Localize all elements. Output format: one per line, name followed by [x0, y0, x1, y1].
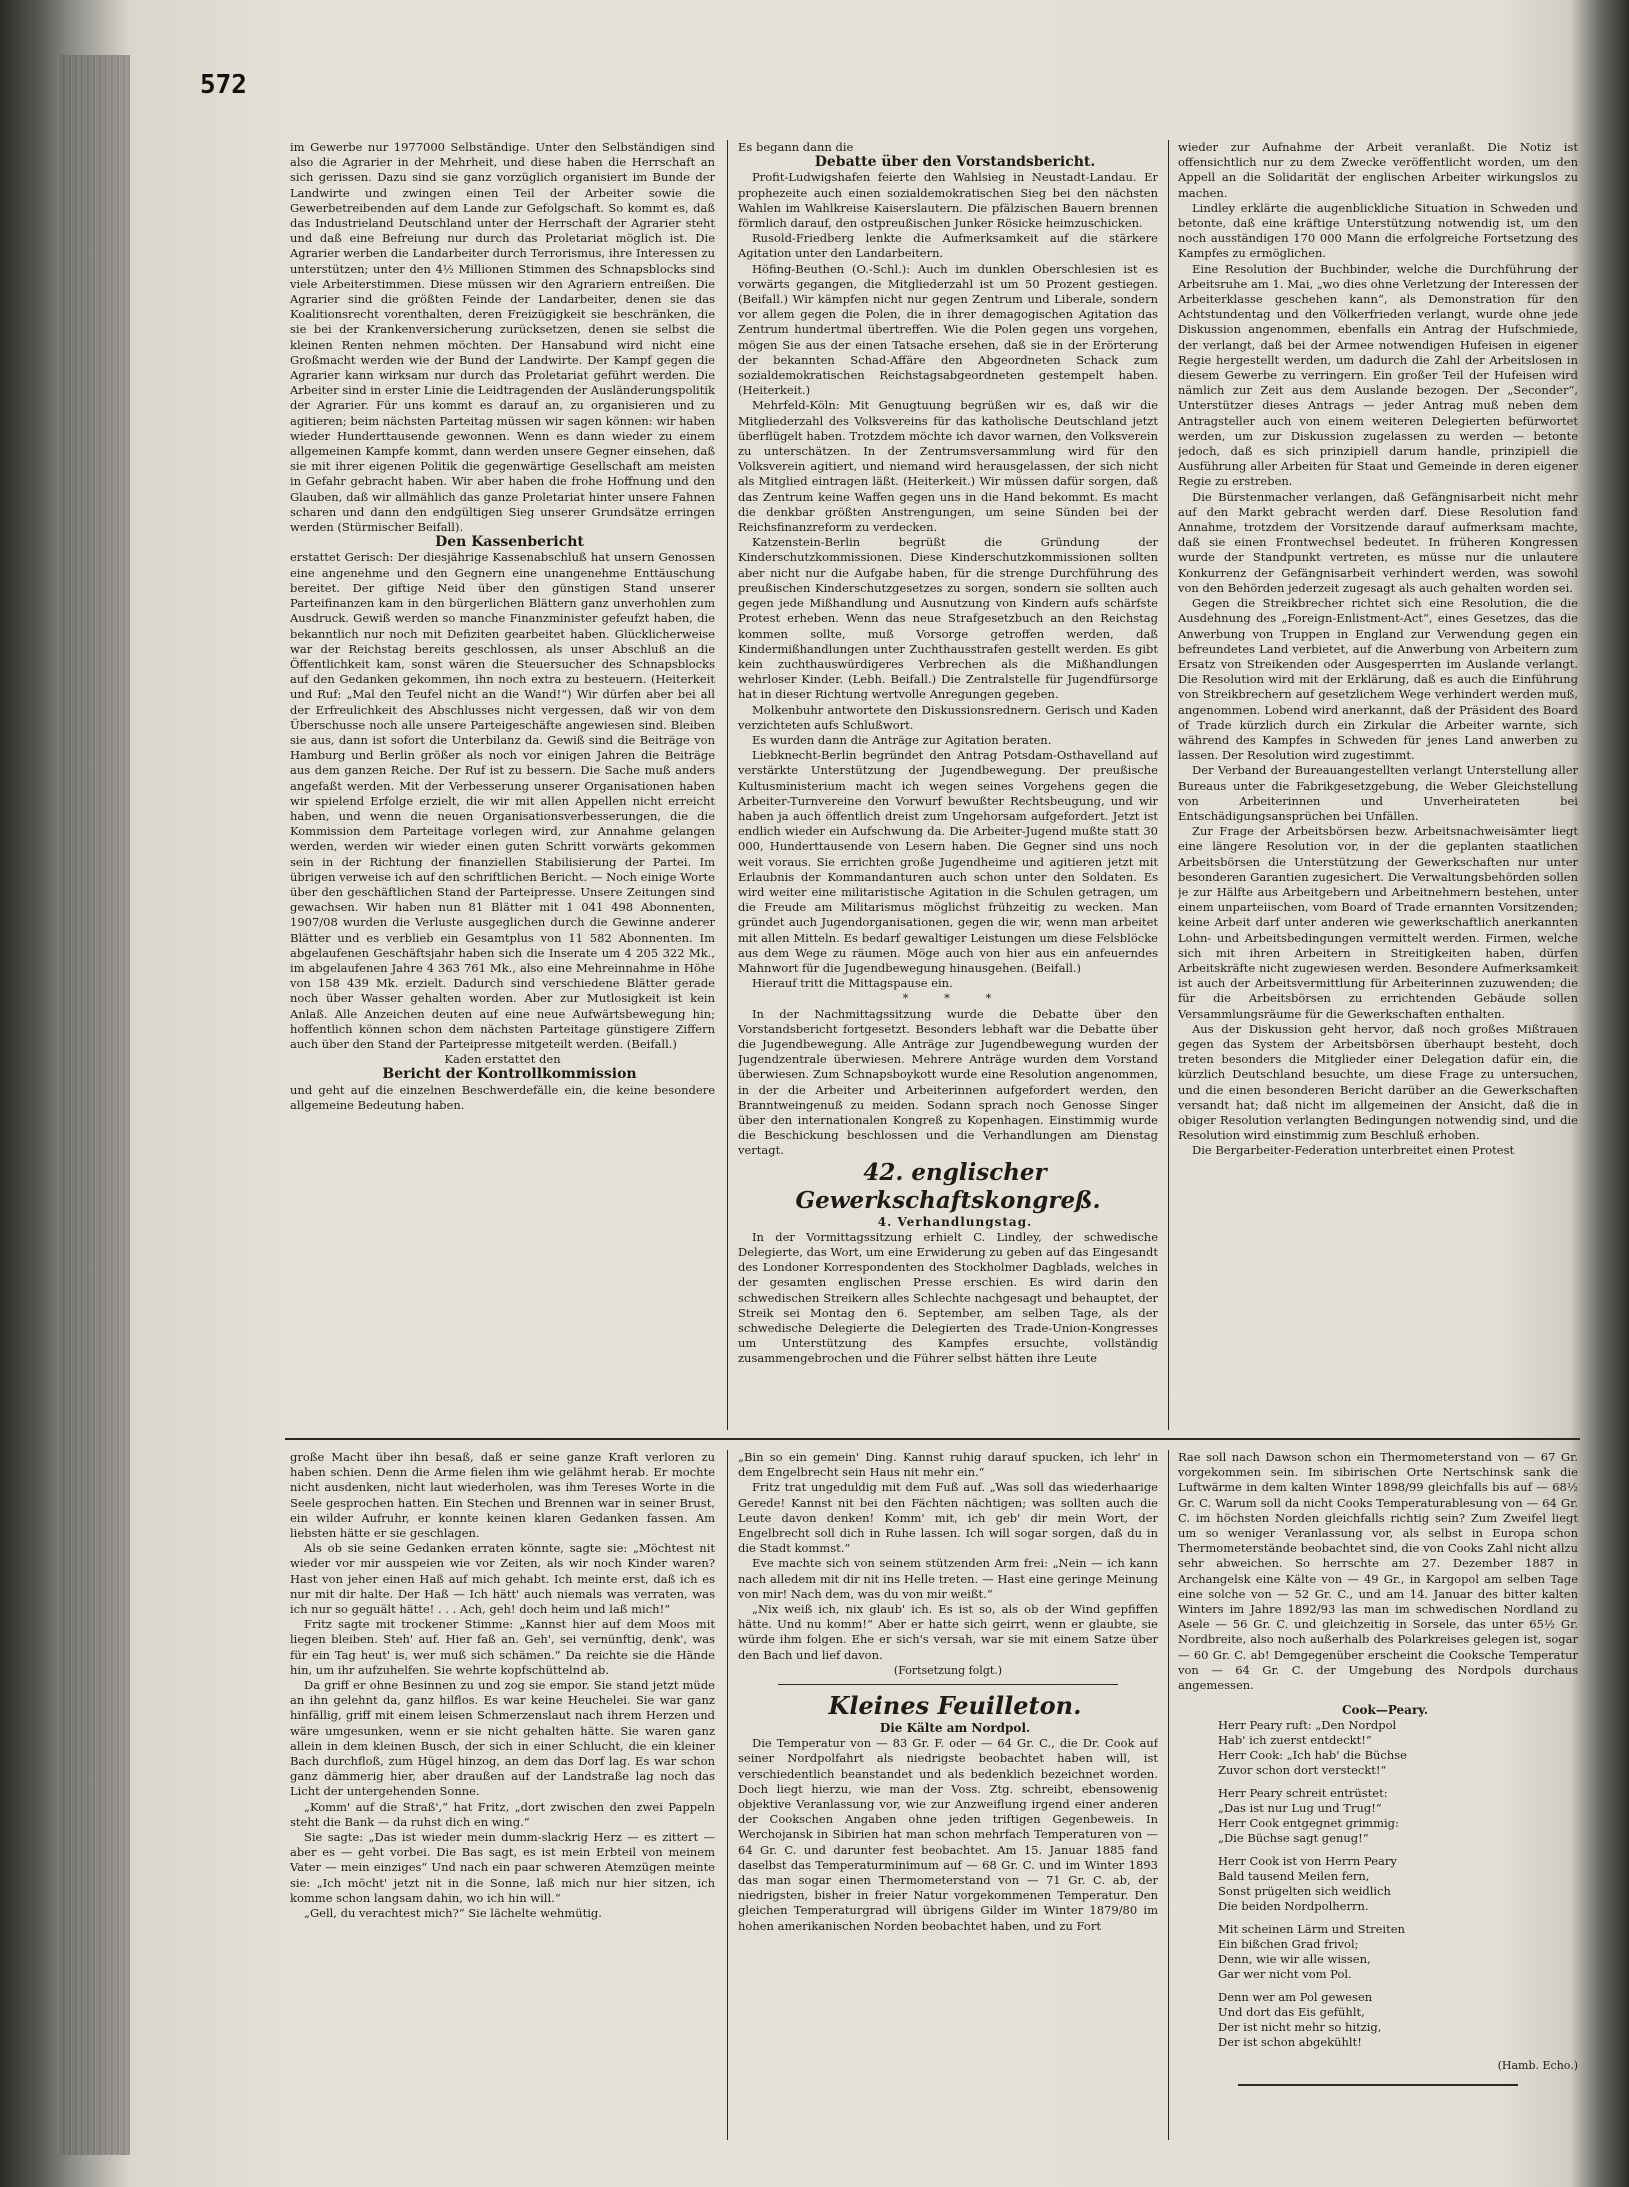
novel-column-2 [738, 1450, 1158, 2140]
column-divider [1168, 1450, 1169, 2140]
paragraph: Die Temperatur von — 83 Gr. F. oder — 64 Gr. C., die Dr. Cook auf seiner Nordpolfahrt als niedrigste beobachtet haben will, ist verschiedentlich beanstandet und als bedenklich bezeichnet worden. Doch liegt hierzu, wie man der Voss. Ztg. schreibt, ebensowenig objektive Veranlassung vor, wie zur Anzweiflung irgend einer anderen der Cookschen Angaben ohne jeden triftigen Gegenbeweis. In Werchojansk in Sibirien hat man schon mehrfach Temperaturen von — 64 Gr. C. und darunter fest beobachtet. Am 15. Januar 1885 fand daselbst das Temperaturminimum auf — 68 Gr. C. und im Winter 1893 das man sogar einen Thermometerstand von — 71 Gr. C. ab, der niedrigsten, bisher in freier Natur vorgekommenen Temperatur. Den gleichen Temperaturgrad will übrigens Gilder im Winter 1879/80 im hohen amerikanischen Norden beobachtet haben, und zu Fort [738, 1736, 1158, 1933]
article-heading: 42. englischer Gewerkschaftskongreß. [795, 1158, 1101, 1214]
poem-line: Der ist nicht mehr so hitzig, [1218, 2020, 1382, 2035]
section-separator: * * * [902, 991, 1008, 1006]
poem-line: Herr Peary schreit entrüstet: [1218, 1786, 1388, 1801]
novel-column-1 [290, 1450, 715, 2140]
paragraph: „Komm' auf die Straß',“ hat Fritz, „dort zwischen den zwei Pappeln steht die Bank — da ruhst dich en wing.“ [290, 1799, 715, 1829]
poem-line: Ein bißchen Grad frivol; [1218, 1937, 1359, 1952]
paragraph: Höfing-Beuthen (O.-Schl.): Auch im dunklen Oberschlesien ist es vorwärts gegangen, die Mitgliederzahl ist um 50 Prozent gestiegen. (Beifall.) Wir kämpfen nicht nur gegen Zentrum und Liberale, sondern vor allem gegen die Polen, die in ihrer demagogischen Agitation das Zentrum hundertmal übertreffen. Wie die Polen gegen uns vorgehen, mögen Sie aus der einen Tatsache ersehen, daß sie in der Erörterung der bekannten Schad-Affäre den Abgeordneten Schack zum sozialdemokratischen Reichstagsabgeordneten gestempelt haben. (Heiterkeit.) [738, 261, 1158, 398]
paragraph: Lindley erklärte die augenblickliche Situation in Schweden und betonte, daß eine kräftige Unterstützung notwendig ist, um den noch ausständigen 170 000 Mann die erfolgreiche Fortsetzung des Kampfes zu ermöglichen. [1178, 200, 1578, 261]
paragraph: Rae soll nach Dawson schon ein Thermometerstand von — 67 Gr. vorgekommen sein. Im sibirischen Orte Nertschinsk sank die Luftwärme in dem kalten Winter 1898/99 gleichfalls bis auf — 68½ Gr. C. Warum soll da nicht Cooks Temperaturablesung von — 64 Gr. C. im höchsten Norden gleichfalls richtig sein? Zum Zweifel liegt um so weniger Veranlassung vor, als selbst in Europa schon Thermometerstände beobachtet sind, die von Cooks Zahl nicht allzu sehr abweichen. So herrschte am 27. Dezember 1887 in Archangelsk eine Kälte von — 49 Gr., in Kargopol am selben Tage eine solche von — 52 Gr. C., und am 14. Januar des bitter kalten Winters im Jahre 1892/93 las man im schwedischen Nordland zu Asele — 56 Gr. C. und gleichzeitig in Sorsele, das unter 65½ Gr. Nordbreite, also noch außerhalb des Polarkreises gelegen ist, sogar — 60 Gr. C. ab! Demgegenüber erscheint die Cooksche Temperatur von — 64 Gr. C. der Umgebung des Nordpols durchaus angemessen. [1178, 1450, 1578, 1693]
page-number: 572 [200, 70, 247, 100]
separator-rule [778, 1684, 1118, 1685]
poem-stanza [1218, 1854, 1578, 1914]
column-divider [727, 1450, 728, 2140]
poem-stanza [1218, 1718, 1578, 1778]
section-heading: Den Kassenbericht [435, 534, 584, 551]
feuilleton-column-3 [1178, 1450, 1578, 2140]
continued-note: (Fortsetzung folgt.) [893, 1663, 1003, 1677]
paragraph: Die Bürstenmacher verlangen, daß Gefängnisarbeit nicht mehr auf den Markt gebracht werden darf. Diese Resolution fand Annahme, trotzdem der Vorsitzende darauf aufmerksam machte, daß sie einen Frontwechsel bedeutet. In früheren Kongressen wurde der Standpunkt vertreten, es müsse nur die unlautere Konkurrenz der Gefängnisarbeit verhindert werden, was sowohl von den Behörden jederzeit zugesagt als auch gehalten worden sei. [1178, 489, 1578, 595]
article-subheading: 4. Verhandlungstag. [877, 1214, 1033, 1229]
poem-line: Der ist schon abgekühlt! [1218, 2035, 1362, 2050]
paragraph: Mehrfeld-Köln: Mit Genugtuung begrüßen wir es, daß wir die Mitgliederzahl des Volksvereins für das katholische Deutschland jetzt überflügelt haben. Trotzdem möchte ich davor warnen, den Volksverein zu unterschätzen. In der Zentrumsversammlung wird für den Volksverein agitiert, und niemand wird herausgelassen, der sich nicht als Mitglied eintragen läßt. (Heiterkeit.) Wir müssen dafür sorgen, daß das Zentrum keine Waffen gegen uns in die Hand bekommt. Es macht die denkbar größten Anstrengungen, um seine Sünden bei der Reichsfinanzreform zu verdecken. [738, 398, 1158, 535]
paragraph: Molkenbuhr antwortete den Diskussionsrednern. Gerisch und Kaden verzichteten aufs Schlußwort. [738, 702, 1158, 732]
paragraph: Profit-Ludwigshafen feierte den Wahlsieg in Neustadt-Landau. Er prophezeite auch einen sozialdemokratischen Sieg bei den nächsten Wahlen im Wahlkreise Kaiserslautern. Die pfälzischen Bauern brennen förmlich darauf, den ostpreußischen Junker Rösicke heimzuschicken. [738, 170, 1158, 231]
poem-title: Cook—Peary. [1341, 1703, 1429, 1718]
poem-line: Herr Cook ist von Herrn Peary [1218, 1854, 1397, 1869]
feuilleton-divider [285, 1438, 1580, 1440]
poem-line: Und dort das Eis gefühlt, [1218, 2005, 1365, 2020]
paragraph: Es begann dann die [738, 140, 854, 154]
book-binding [60, 55, 130, 2155]
poem-line: Denn wer am Pol gewesen [1218, 1990, 1373, 2005]
paragraph: Fritz trat ungeduldig mit dem Fuß auf. „Was soll das wiederhaarige Gerede! Kannst nit bei den Fächten nächtigen; was sollten auch die Leute davon denken! Komm' mit, ich geb' dir mein Wort, der Engelbrecht soll dich in Ruhe lassen. Ich will sogar sorgen, daß du in die Stadt kommst.“ [738, 1480, 1158, 1556]
poem-stanza [1218, 1786, 1578, 1846]
poem-line: Bald tausend Meilen fern, [1218, 1869, 1370, 1884]
paragraph: Hierauf tritt die Mittagspause ein. [752, 976, 953, 991]
poem-line: Zuvor schon dort versteckt!“ [1218, 1763, 1387, 1778]
section-heading: Debatte über den Vorstandsbericht. [814, 154, 1096, 171]
poem-line: Denn, wie wir alle wissen, [1218, 1952, 1371, 1967]
poem-line: Gar wer nicht vom Pol. [1218, 1967, 1352, 1982]
paragraph: Da griff er ohne Besinnen zu und zog sie empor. Sie stand jetzt müde an ihn gelehnt da, ganz hilflos. Es war keine Heuchelei. Sie war ganz hinfällig, griff mit einem leisen Schmerzenslaut nach ihrem Herzen und wäre umgesunken, wenn er sie nicht gehalten hätte. Sie waren ganz allein in dem kleinen Busch, der sich in einer Schlucht, die ein kleiner Bach durchfloß, zum Hügel hinzog, an dem das Dorf lag. Es war schon ganz dämmerig hier, aber draußen auf der Landstraße lag noch das Licht der untergehenden Sonne. [290, 1678, 715, 1799]
paragraph: Fritz sagte mit trockener Stimme: „Kannst hier auf dem Moos mit liegen bleiben. Steh' auf. Hier faß an. Geh', sei vernünftig, denk', was für ein Tag heut' is, wer muß sich schämen.“ Da reichte sie die Hände hin, um ihr aufzuhelfen. Sie wehrte kopfschüttelnd ab. [290, 1617, 715, 1677]
paragraph: Eve machte sich von seinem stützenden Arm frei: „Nein — ich kann nach alledem mit dir nit ins Helle treten. — Hast eine geringe Meinung von mir! Nach dem, was du von mir weißt.“ [738, 1556, 1158, 1601]
poem-line: „Die Büchse sagt genug!“ [1218, 1831, 1369, 1846]
paragraph: Die Bergarbeiter-Federation unterbreitet einen Protest [1192, 1143, 1515, 1158]
poem-line: „Das ist nur Lug und Trug!“ [1218, 1801, 1382, 1816]
end-rule [1238, 2084, 1518, 2086]
paragraph: Als ob sie seine Gedanken erraten könnte, sagte sie: „Möchtest nit wieder vor mir ausspeien wie vor Zeiten, als wir noch Kinder waren? Hast von jeher einen Haß auf mich gehabt. Ich meinte erst, daß ich es nur mit dir halte. Der Haß — Ich hätt' auch niemals was verraten, was ich nur so geguält hätte! . . . Ach, geh! doch heim und laß mich!“ [290, 1541, 715, 1617]
paragraph: Kaden erstattet den [444, 1052, 561, 1067]
feuilleton-subheading: Die Kälte am Nordpol. [879, 1721, 1031, 1736]
paragraph: Gegen die Streikbrecher richtet sich eine Resolution, die die Ausdehnung des „Foreign-Enlistment-Act“, eines Gesetzes, das die Anwerbung von Truppen in England zur Verwendung gegen ein befreundetes Land verbietet, auf die Anwerbung von Arbeitern zum Ersatz von Streikenden oder Ausgesperrten im Auslande verlangt. Die Resolution wird mit der Erklärung, daß es auch die Einführung von Streikbrechern auf gesetzlichem Wege verhindert werden muß, angenommen. Lobend wird anerkannt, daß der Präsident des Board of Trade kürzlich durch ein Zirkular die Arbeiter warnte, sich während des Kampfes in Schweden für jenes Land anwerben zu lassen. Der Resolution wird zugestimmt. [1178, 596, 1578, 763]
paragraph: Zur Frage der Arbeitsbörsen bezw. Arbeitsnachweisämter liegt eine längere Resolution vor, in der die geplanten staatlichen Arbeitsbörsen die Unterstützung der Gewerkschaften nur unter besonderen Garantien zugesichert. Die Verwaltungsbehörden sollen je zur Hälfte aus Arbeitgebern und Arbeitnehmern bestehen, unter einem unparteiischen, vom Board of Trade ernannten Vorsitzenden; keine Arbeit darf unter anderen wie gewerkschaftlich anerkannten Lohn- und Arbeitsbedingungen vermittelt werden. Firmen, welche sich mit ihren Arbeitern in Streitigkeiten haben, dürfen Arbeitskräfte nicht zugewiesen werden. Besondere Aufmerksamkeit ist auch der Arbeitsvermittlung für Arbeiterinnen zuzuwenden; die für die Arbeitsbörsen zu errichtenden Gebäude sollen Versammlungsräume für die Gewerkschaften enthalten. [1178, 824, 1578, 1021]
newspaper-page [200, 60, 1580, 2150]
paragraph: Liebknecht-Berlin begründet den Antrag Potsdam-Osthavelland auf verstärkte Unterstützung der Jugendbewegung. Der preußische Kultusministerium macht ich wegen seines Vorgehens gegen die Arbeiter-Turnvereine den Vorwurf bewußter Rechtsbeugung, und wir haben ja auch öffentlich dreist zum Ungehorsam aufgefordert. Jetzt ist endlich wieder ein Aufschwung da. Die Arbeiter-Jugend mußte statt 30 000, Hunderttausende von Lesern haben. Die Gegner sind uns noch weit voraus. Sie errichten große Jugendheime und agitieren jetzt mit Erlaubnis der Kommandanturen auch schon unter den Soldaten. Es wird weiter eine militaristische Agitation in die Schulen getragen, um die Freude am Militarismus möglichst frühzeitig zu wecken. Man gründet auch Jugendorganisationen, gegen die wir, wenn man arbeitet mit allen Mitteln. Es bedarf gewaltiger Leistungen um diese Felsblöcke aus dem Wege zu räumen. Möge auch von hier aus ein anfeuerndes Mahnwort für die Jugendbewegung hinausgehen. (Beifall.) [738, 748, 1158, 975]
paragraph: „Nix weiß ich, nix glaub' ich. Es ist so, als ob der Wind gepfiffen hätte. Und nu komm!“ Aber er hatte sich geirrt, wenn er glaubte, sie würde ihm folgen. Ehe er sich's versah, war sie mit einem Satze über den Bach und lief davon. [738, 1602, 1158, 1662]
paragraph: „Gell, du verachtest mich?“ Sie lächelte wehmütig. [304, 1906, 602, 1921]
paragraph: im Gewerbe nur 1977000 Selbständige. Unter den Selbständigen sind also die Agrarier in der Mehrheit, und diese haben die Herrschaft an sich gerissen. Dazu sind sie ganz vorzüglich organisiert im Bunde der Landwirte und zwingen einen Teil der Arbeiter sowie die Gewerbetreibenden auf dem Lande zur Gefolgschaft. So kommt es, daß das Industrieland Deutschland unter der Herrschaft der Agrarier steht und daß eine Befreiung nur durch das Proletariat möglich ist. Die Agrarier werben die Landarbeiter durch Terrorismus, ihre Interessen zu unterstützen; unter den 4½ Millionen Stimmen des Schnapsblocks sind viele Arbeiterstimmen. Diese müssen wir den Agrariern entreißen. Die Agrarier sind die größten Feinde der Landarbeiter, denen sie das Koalitionsrecht vorenthalten, deren Freizügigkeit sie beschränken, die sie bei der Krankenversicherung zurücksetzen, denen sie selbst die kleinen Renten nehmen möchten. Der Hansabund wird nicht eine Großmacht werden wie der Bund der Landwirte. Der Kampf gegen die Agrarier kann wirksam nur durch das Proletariat geführt werden. Die Arbeiter sind in erster Linie die Leidtragenden der Ausländerungspolitik der Agrarier. Für uns kommt es darauf an, zu organisieren und zu agitieren; beim nächsten Parteitag müssen wir sagen können: wir haben wieder Hunderttausende gewonnen. Wenn es dann wieder zu einem allgemeinen Kampfe kommt, dann werden unsere Gegner einsehen, daß sie mit ihrer eigenen Politik die gegenwärtige Gesellschaft am meisten in Gefahr gebracht haben. Wir aber haben die frohe Hoffnung und den Glauben, daß wir allmählich das ganze Proletariat hinter unsere Fahnen scharen und dann den endgültigen Sieg unserer Grundsätze erringen werden (Stürmischer Beifall). [290, 140, 715, 535]
poem-line: Die beiden Nordpolherrn. [1218, 1899, 1369, 1914]
paragraph: Sie sagte: „Das ist wieder mein dumm-slackrig Herz — es zittert — aber es — geht vorbei. Die Bas sagt, es ist mein Erbteil von meinem Vater — mein einziges“ Und nach ein paar schweren Atemzügen meinte sie: „Ich möcht' jetzt nit in die Sonne, laß mich nur hier sitzen, ich komme schon langsam dahin, wo ich hin will.“ [290, 1830, 715, 1905]
article-column-3 [1178, 140, 1578, 1430]
column-divider [1168, 140, 1169, 1430]
article-column-2 [738, 140, 1158, 1430]
paragraph: Aus der Diskussion geht hervor, daß noch großes Mißtrauen gegen das System der Arbeitsbörsen überhaupt besteht, doch treten besonders die Mitglieder einer Delegation dafür ein, die kürzlich Deutschland besuchte, um diese Frage zu untersuchen, und die einen besonderen Bericht darüber an die Gewerkschaften versandt hat; daß nicht im allgemeinen der Ansicht, daß die in obiger Resolution verlangten Bedingungen notwendig sind, und die Resolution wird einstimmig zum Beschluß erhoben. [1178, 1021, 1578, 1143]
poem-stanza [1218, 1990, 1578, 2050]
paragraph: Rusold-Friedberg lenkte die Aufmerksamkeit auf die stärkere Agitation unter den Landarbeitern. [738, 231, 1158, 261]
paragraph: und geht auf die einzelnen Beschwerdefälle ein, die keine besondere allgemeine Bedeutung haben. [290, 1082, 715, 1112]
paragraph: „Bin so ein gemein' Ding. Kannst ruhig darauf spucken, ich lehr' in dem Engelbrecht sein Haus nit mehr ein.“ [738, 1450, 1158, 1480]
paragraph: große Macht über ihn besaß, daß er seine ganze Kraft verloren zu haben schien. Denn die Arme fielen ihm wie gelähmt herab. Er mochte nicht ausdenken, nicht laut wiederholen, was ihm Tereses Worte in die Seele gesprochen hatten. Ein Stechen und Brennen war in seiner Brust, ein wilder Aufruhr, er konnte keinen klaren Gedanken fassen. Am liebsten hätte er sie geschlagen. [290, 1450, 715, 1541]
poem-line: Herr Cook entgegnet grimmig: [1218, 1816, 1399, 1831]
poem-stanza [1218, 1922, 1578, 1982]
source-credit: (Hamb. Echo.) [1497, 2059, 1578, 2073]
article-column-1 [290, 140, 715, 1430]
poem-line: Herr Cook: „Ich hab' die Büchse [1218, 1748, 1407, 1763]
poem-line: Mit scheinen Lärm und Streiten [1218, 1922, 1405, 1937]
paragraph: In der Nachmittagssitzung wurde die Debatte über den Vorstandsbericht fortgesetzt. Besonders lebhaft war die Debatte über die Jugendbewegung. Alle Anträge zur Jugendbewegung wurden der Jugendzentrale überwiesen. Mehrere Anträge wurden dem Vorstand überwiesen. Zum Schnapsboykott wurde eine Resolution angenommen, in der die Arbeiter und Arbeiterinnen aufgefordert werden, den Branntweingenuß zu meiden. Sodann sprach noch Genosse Singer über den internationalen Kongreß zu Kopenhagen. Einstimmig wurde die Beschickung beschlossen und die Verhandlungen am Dienstag vertagt. [738, 1006, 1158, 1158]
poem-line: Herr Peary ruft: „Den Nordpol [1218, 1718, 1397, 1733]
paragraph: Katzenstein-Berlin begrüßt die Gründung der Kinderschutzkommissionen. Diese Kinderschutzkommissionen sollten aber nicht nur die Aufgabe haben, für die strenge Durchführung des preußischen Kinderschutzgesetzes zu sorgen, sondern sie sollten auch gegen jede Mißhandlung und Ausnutzung von Kindern aufs schärfste Protest erheben. Wenn das neue Strafgesetzbuch an den Reichstag kommen sollte, muß Vorsorge getroffen werden, daß Kindermißhandlungen unter Zuchthausstrafen gestellt werden. Es gibt kein zuchthauswürdigeres Verbrechen als die Mißhandlungen wehrloser Kinder. (Lebh. Beifall.) Die Zentralstelle für Jugendfürsorge hat in dieser Richtung wertvolle Anregungen gegeben. [738, 535, 1158, 702]
poem-line: Sonst prügelten sich weidlich [1218, 1884, 1391, 1899]
paragraph: Der Verband der Bureauangestellten verlangt Unterstellung aller Bureaus unter die Fabrikgesetzgebung, die Weber Gleichstellung von Arbeiterinnen und Unverheirateten bei Entschädigungsansprüchen bei Unfällen. [1178, 763, 1578, 823]
paragraph: Eine Resolution der Buchbinder, welche die Durchführung der Arbeitsruhe am 1. Mai, „wo dies ohne Verletzung der Interessen der Arbeiterklasse geschehen kann“, als Demonstration für den Achtstundentag und den Völkerfrieden verlangt, wurde ohne jede Diskussion angenommen, ebenfalls ein Antrag der Hufschmiede, der verlangt, daß bei der Armee notwendigen Hufeisen in eigener Regie hergestellt werden, um dadurch die Zahl der Arbeitslosen in diesem Gewerbe zu verringern. Ein großer Teil der Hufeisen wird nämlich zur Zeit aus dem Auslande bezogen. Der „Seconder“, Unterstützer dieses Antrags — jeder Antrag muß neben dem Antragsteller auch von einem weiteren Delegierten befürwortet werden, um zur Diskussion zugelassen zu werden — betonte jedoch, daß es sich prinzipiell darum handle, prinzipiell die Ausführung aller Arbeiten für Staat und Gemeinde in deren eigener Regie zu erstreben. [1178, 261, 1578, 489]
section-heading: Bericht der Kontrollkommission [382, 1066, 637, 1083]
feuilleton-heading: Kleines Feuilleton. [828, 1691, 1082, 1721]
column-divider [727, 140, 728, 1430]
paragraph: wieder zur Aufnahme der Arbeit veranlaßt. Die Notiz ist offensichtlich nur zu dem Zwecke veröffentlicht worden, um den Appell an die Solidarität der englischen Arbeiter wirkungslos zu machen. [1178, 140, 1578, 200]
paragraph: Es wurden dann die Anträge zur Agitation beraten. [752, 732, 1052, 747]
poem-line: Hab' ich zuerst entdeckt!“ [1218, 1733, 1372, 1748]
paragraph: erstattet Gerisch: Der diesjährige Kassenabschluß hat unsern Genossen eine angenehme und den Gegnern eine unangenehme Enttäuschung bereitet. Der giftige Neid über den günstigen Stand unserer Parteifinanzen kam in den bürgerlichen Blättern ganz unverhohlen zum Ausdruck. Gewiß werden so manche Finanzminister gefeufzt haben, die bekanntlich nur noch mit Defiziten gearbeitet haben. Glücklicherweise war der Reichstag bereits geschlossen, als unser Abschluß an die Öffentlichkeit kam, sonst wären die Steuersucher des Schnapsblocks auf den Gedanken gekommen, ihn noch extra zu besteuern. (Heiterkeit und Ruf: „Mal den Teufel nicht an die Wand!“) Wir dürfen aber bei all der Erfreulichkeit des Abschlusses nicht vergessen, daß wir von dem Überschusse noch alle unsere Parteigeschäfte angewiesen sind. Bleiben sie aus, dann ist sofort die Unterbilanz da. Gewiß sind die Beiträge von Hamburg und Berlin größer als noch vor einigen Jahren die Beiträge aus dem ganzen Reiche. Der Ruf ist zu bessern. Die Sache muß anders angefaßt werden. Mit der Verbesserung unserer Organisationen haben wir spielend Erfolge erzielt, die wir mit allen Appellen nicht erreicht haben, und wenn die neuen Organisationsverbesserungen, die die Kommission dem Parteitage vorlegen wird, zur Annahme gelangen werden, werden wir wieder einen guten Schritt vorwärts gekommen sein in der Richtung der finanziellen Stabilisierung der Partei. Im übrigen verweise ich auf den schriftlichen Bericht. — Noch einige Worte über den geschäftlichen Stand der Parteipresse. Unsere Zeitungen sind gewachsen. Wir haben nun 81 Blätter mit 1 041 498 Abonnenten, 1907/08 wurden die Verluste ausgeglichen durch die Gewinne anderer Blätter und es verblieb ein Gesamtplus von 11 582 Abonnenten. Im abgelaufenen Geschäftsjahr haben sich die Inserate um 4 205 322 Mk., im abgelaufenen Jahre 4 363 761 Mk., also eine Mehreinnahme in Höhe von 158 439 Mk. erzielt. Dadurch sind verschiedene Blätter gerade noch über Wasser gehalten worden. Aber zur Mutlosigkeit ist kein Anlaß. Alle Anzeichen deuten auf eine neue Aufwärtsbewegung hin; hoffentlich können schon dem nächsten Parteitage günstigere Ziffern auch über den Stand der Parteipresse mitgeteilt werden. (Beifall.) [290, 550, 715, 1051]
paragraph: In der Vormittagssitzung erhielt C. Lindley, der schwedische Delegierte, das Wort, um eine Erwiderung zu geben auf das Eingesandt des Londoner Korrespondenten des Stockholmer Dagblads, welches in der gesamten englischen Presse erschien. Es wird darin den schwedischen Streikern alles Schlechte nachgesagt und behauptet, der Streik sei Montag den 6. September, am selben Tage, als der schwedische Delegierte die Delegierten des Trade-Union-Kongresses um Unterstützung des Kampfes ersuchte, vollständig zusammengebrochen und die Führer selbst hätten ihre Leute [738, 1229, 1158, 1366]
